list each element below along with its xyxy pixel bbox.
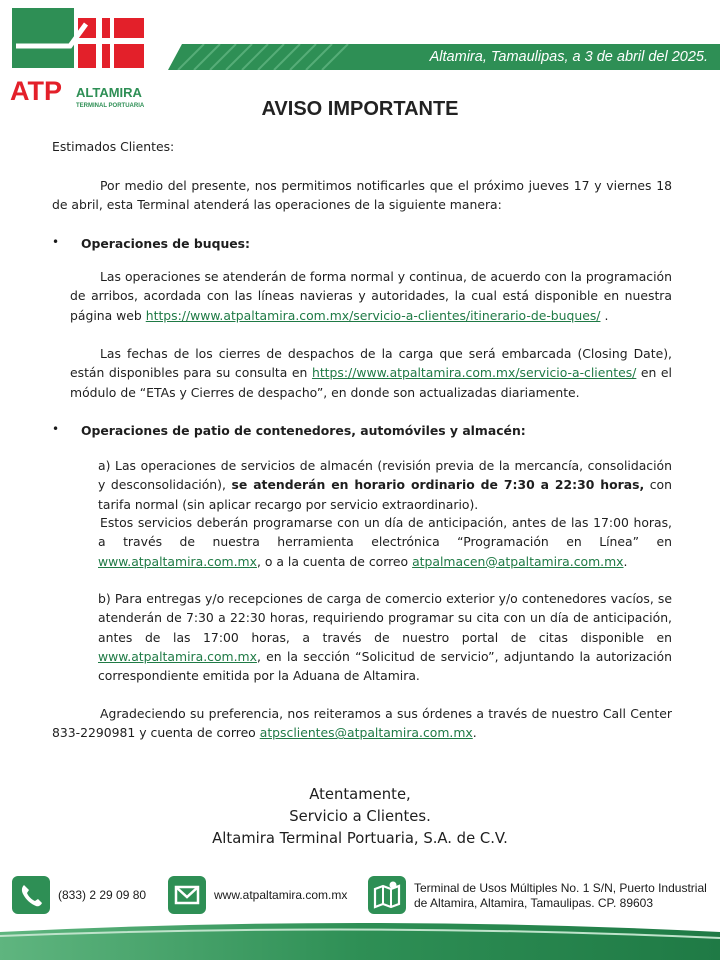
item-b-end: , en la sección “Solicitud de servicio”, adjuntando la autorización correspondiente emitida por la Aduana de Altamira.: [98, 648, 672, 684]
closing-end: .: [472, 725, 477, 741]
customer-service-link[interactable]: https://www.atpaltamira.com.mx/servicio-a-clientes/: [311, 365, 637, 381]
section1-p1-text: Las operaciones se atenderán de forma normal y continua, de acuerdo con la programación de arribos, acordada con las líneas navieras y autoridades, la cual está disponible en nuestra página web: [70, 269, 672, 323]
item-a-text: a) Las operaciones de servicios de almacén (revisión previa de la mercancía, consolidación y desconsolidación),: [98, 458, 672, 493]
section1-p1-end: .: [604, 307, 609, 323]
section1-p2-end: en el módulo de “ETAs y Cierres de despacho”, en donde son actualizadas diariamente.: [70, 365, 672, 400]
item-a2-mid: , o a la cuenta de correo: [256, 553, 409, 569]
section1-heading: Operaciones de buques:: [81, 236, 250, 251]
item-a-bold: se atenderán en horario ordinario de 7:30 a 22:30 horas,: [231, 477, 645, 493]
footer-phone: (833) 2 29 09 80: [58, 888, 147, 902]
appointments-link[interactable]: www.atpaltamira.com.mx: [98, 648, 257, 664]
section1-p2-text: Las fechas de los cierres de despachos de la carga que será embarcada (Closing Date), están disponibles para su consulta en: [70, 346, 672, 381]
section1-paragraph2: [70, 344, 672, 402]
item-a2-end: .: [623, 553, 628, 569]
signature-line3: Altamira Terminal Portuaria, S.A. de C.V.: [212, 830, 508, 847]
closing-text: Agradeciendo su preferencia, nos reiteramos a sus órdenes a través de nuestro Call Center 833-2290981 y cuenta de correo: [52, 706, 672, 741]
itinerary-link[interactable]: https://www.atpaltamira.com.mx/servicio-a-clientes/itinerario-de-buques/: [145, 307, 601, 323]
item-b-text: b) Para entregas y/o recepciones de carga de comercio exterior y/o contenedores vacíos, se atenderán de 7:30 a 22:30 horas, requiriendo programar su cita con un día de anticipación, antes de las 17:00 horas, a través de nuestro portal de citas disponible en: [98, 591, 672, 645]
bullet-dot: •: [52, 235, 60, 249]
footer-address-line2: de Altamira, Altamira, Tamaulipas. CP. 89603: [414, 896, 654, 910]
logo-text: ATP: [10, 76, 62, 106]
section2-heading: Operaciones de patio de contenedores, automóviles y almacén:: [81, 423, 526, 438]
greeting: Estimados Clientes:: [52, 139, 175, 154]
closing-paragraph: [52, 704, 672, 743]
intro-paragraph: Por medio del presente, nos permitimos notificarles que el próximo jueves 17 y viernes 18 de abril, esta Terminal atenderá las operaciones de la siguiente manera:: [52, 178, 672, 213]
section2-item-a: [98, 456, 672, 514]
bullet-dot: •: [52, 422, 60, 436]
map-icon: [368, 876, 406, 914]
page-title: AVISO IMPORTANTE: [261, 98, 459, 120]
atp-logo: [10, 6, 146, 110]
document-date: Altamira, Tamaulipas, a 3 de abril del 2025.: [429, 49, 708, 65]
date-band: [168, 44, 720, 70]
logo-sub1: ALTAMIRA: [76, 85, 142, 100]
phone-icon: [12, 876, 50, 914]
item-a2-text: Estos servicios deberán programarse con un día de anticipación, antes de las 17:00 horas, a través de nuestra herramienta electrónica “Programación en Línea” en: [98, 515, 672, 550]
section2-item-b: [98, 589, 672, 685]
warehouse-email-link[interactable]: atpalmacen@atpaltamira.com.mx: [412, 553, 624, 569]
item-a-end: con tarifa normal (sin aplicar recargo por servicio extraordinario).: [98, 477, 672, 512]
section1-paragraph1: [70, 267, 672, 325]
mail-icon: [168, 876, 206, 914]
section2-item-a2: [98, 513, 672, 571]
logo-graphic: [10, 6, 146, 110]
footer-band: [0, 918, 720, 960]
signature-line2: Servicio a Clientes.: [289, 808, 431, 825]
footer-address-line1: Terminal de Usos Múltiples No. 1 S/N, Puerto Industrial: [414, 881, 707, 895]
footer-web[interactable]: www.atpaltamira.com.mx: [214, 888, 348, 902]
logo-sub2: TERMINAL PORTUARIA: [76, 103, 145, 109]
website-link[interactable]: www.atpaltamira.com.mx: [98, 553, 257, 569]
customer-email-link[interactable]: atpsclientes@atpaltamira.com.mx: [259, 725, 473, 741]
signature-line1: Atentamente,: [309, 786, 411, 803]
